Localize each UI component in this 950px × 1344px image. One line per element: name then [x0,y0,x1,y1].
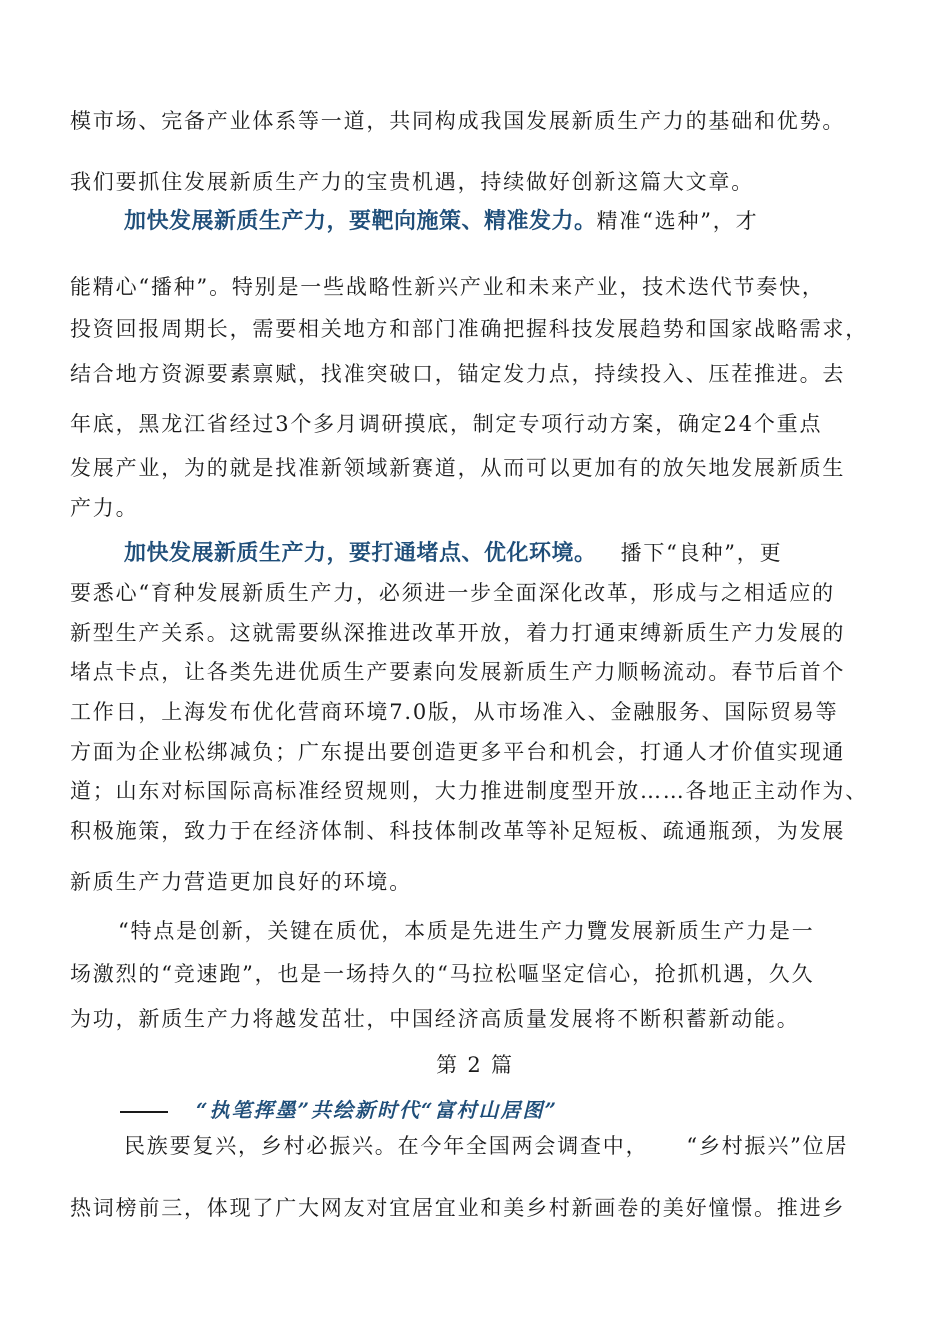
paragraph-line: 道；山东对标国际高标准经贸规则，大力推进制度型开放……各地正主动作为、 [70,779,868,803]
paragraph-text: 民族要复兴，乡村必振兴。在今年全国两会调查中， [124,1134,649,1158]
dash-decoration [120,1111,168,1113]
paragraph-line: 工作日，上海发布优化营商环境7.0版，从市场准入、金融服务、国际贸易等 [70,700,839,724]
paragraph-text: “乡村振兴”位居 [686,1134,849,1158]
paragraph-line: 热词榜前三，体现了广大网友对宜居宜业和美乡村新画卷的美好憧憬。推进乡 [70,1196,846,1220]
paragraph-line: 积极施策，致力于在经济体制、科技体制改革等补足短板、疏通瓶颈，为发展 [70,819,846,843]
paragraph-line: 发展产业，为的就是找准新领域新赛道，从而可以更加有的放矢地发展新质生 [70,456,846,480]
subtitle-text: “执笔挥墨”共绘新时代“富村山居图” [196,1098,559,1122]
paragraph-line: 堵点卡点，让各类先进优质生产要素向发展新质生产力顺畅流动。春节后首个 [70,660,846,684]
paragraph-line: 场激烈的“竞速跑”，也是一场持久的“马拉松嘔坚定信心，抢抓机遇，久久 [70,962,815,986]
paragraph-line: “特点是创新，关键在质优，本质是先进生产力覽发展新质生产力是一 [118,919,815,943]
paragraph-line [124,206,758,237]
paragraph-line [124,1131,848,1161]
section-title: 第 2 篇 [436,1053,514,1077]
paragraph-line: 我们要抓住发展新质生产力的宝贵机遇，持续做好创新这篇大文章。 [70,170,754,194]
paragraph-line: 投资回报周期长，需要相关地方和部门准确把握科技发展趋势和国家战略需求， [70,317,868,341]
paragraph-line: 能精心“播种”。特别是一些战略性新兴产业和未来产业，技术迭代节奏快， [70,275,825,299]
paragraph-line: 方面为企业松绑减负；广东提出要创造更多平台和机会，打通人才价值实现通 [70,740,846,764]
paragraph-line: 产力。 [70,496,139,520]
paragraph-line: 年底，黑龙江省经过3个多月调研摸底，制定专项行动方案，确定24个重点 [70,412,823,436]
paragraph-line: 为功，新质生产力将越发茁壮，中国经济高质量发展将不断积蓄新动能。 [70,1007,800,1031]
paragraph-line [124,538,782,569]
article-subtitle [120,1094,558,1123]
paragraph-line: 新型生产关系。这就需要纵深推进改革开放，着力打通束缚新质生产力发展的 [70,621,846,645]
paragraph-line: 新质生产力营造更加良好的环境。 [70,870,412,894]
paragraph-line: 结合地方资源要素禀赋，找准突破口，锚定发力点，持续投入、压茬推进。去 [70,362,846,386]
paragraph-line: 要悉心“育种发展新质生产力，必须进一步全面深化改革，形成与之相适应的 [70,581,835,605]
paragraph-text: 精准“选种”，才 [596,209,759,233]
paragraph-line: 模市场、完备产业体系等一道，共同构成我国发展新质生产力的基础和优势。 [70,109,846,133]
section-heading: 加快发展新质生产力，要靶向施策、精准发力。 [124,209,597,234]
paragraph-text: 播下“良种”，更 [620,541,783,565]
section-heading: 加快发展新质生产力，要打通堵点、优化环境。 [124,541,597,566]
